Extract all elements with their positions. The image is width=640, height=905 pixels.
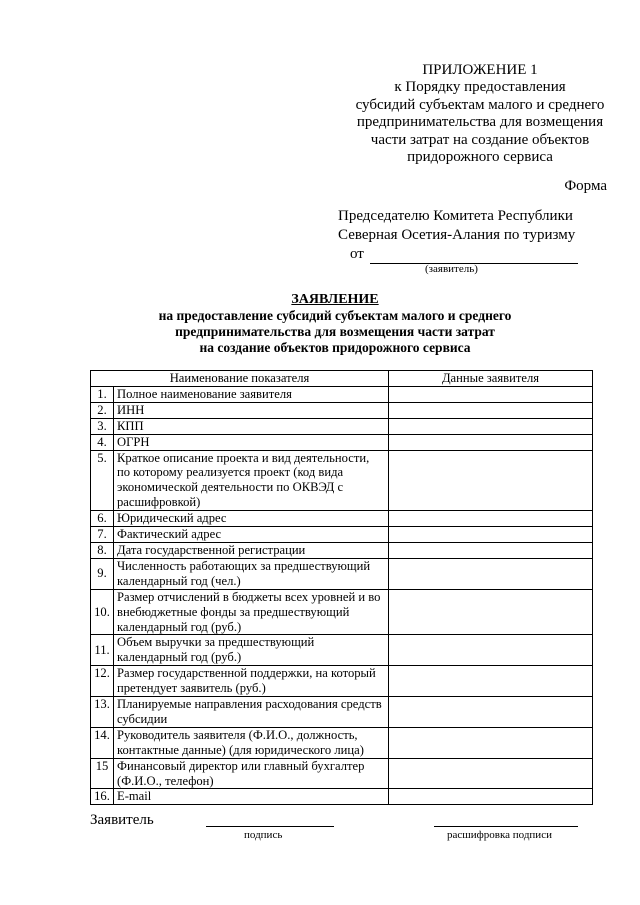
title-line: предпринимательства для возмещения части затрат [175,324,495,339]
title-line: на предоставление субсидий субъектам малого и среднего [158,308,512,323]
signature-field[interactable] [206,826,334,827]
row-indicator-name: ИНН [114,402,389,418]
from-line [338,245,618,264]
table-header-row [91,371,593,387]
row-indicator-name: Финансовый директор или главный бухгалтер (Ф.И.О., телефон) [114,758,389,789]
row-number: 8. [91,542,114,558]
col-header-name: Наименование показателя [91,371,389,387]
table-row [91,758,593,789]
table-row [91,697,593,728]
table-row [91,418,593,434]
row-indicator-name: Планируемые направления расходования средств субсидии [114,697,389,728]
addressee-line: Северная Осетия-Алания по туризму [338,227,576,243]
row-indicator-name: Полное наименование заявителя [114,386,389,402]
appendix-line: субсидий субъектам малого и среднего [355,96,605,113]
row-applicant-value[interactable] [389,527,593,543]
row-applicant-value[interactable] [389,758,593,789]
row-number: 5. [91,450,114,511]
row-number: 12. [91,666,114,697]
row-number: 1. [91,386,114,402]
application-table [90,370,593,805]
table-row [91,434,593,450]
table-row [91,511,593,527]
row-number: 3. [91,418,114,434]
table-row [91,727,593,758]
signature-caption: подпись [244,829,283,841]
title-heading: ЗАЯВЛЕНИЕ [291,292,379,307]
col-header-value: Данные заявителя [389,371,593,387]
appendix-line: к Порядку предоставления [394,79,566,96]
signature-decode-caption: расшифровка подписи [447,829,552,841]
row-number: 7. [91,527,114,543]
table-row [91,666,593,697]
row-applicant-value[interactable] [389,558,593,589]
row-applicant-value[interactable] [389,666,593,697]
row-number: 13. [91,697,114,728]
signature-label: Заявитель [90,812,154,828]
row-applicant-value[interactable] [389,418,593,434]
form-label: Форма [564,178,607,194]
row-number: 15 [91,758,114,789]
row-applicant-value[interactable] [389,697,593,728]
row-number: 9. [91,558,114,589]
row-indicator-name: Юридический адрес [114,511,389,527]
row-number: 11. [91,635,114,666]
row-indicator-name: Фактический адрес [114,527,389,543]
row-indicator-name: Объем выручки за предшествующий календарный год (руб.) [114,635,389,666]
row-applicant-value[interactable] [389,511,593,527]
table-row [91,450,593,511]
appendix-number: ПРИЛОЖЕНИЕ 1 [422,62,538,78]
signature-decode-field[interactable] [434,826,578,827]
row-indicator-name: ОГРН [114,434,389,450]
appendix-line: части затрат на создание объектов [370,131,590,148]
row-indicator-name: Размер отчислений в бюджеты всех уровней и во внебюджетные фонды за предшествующий календарный год (руб.) [114,589,389,635]
from-label: от [350,246,364,262]
table-row [91,789,593,805]
appendix-line: придорожного сервиса [407,149,553,166]
addressee-block [338,207,618,264]
row-applicant-value[interactable] [389,542,593,558]
row-applicant-value[interactable] [389,635,593,666]
table-row [91,527,593,543]
appendix-line: предпринимательства для возмещения [356,114,604,131]
document-title [60,292,610,356]
table-row [91,402,593,418]
applicant-hint: (заявитель) [425,263,478,275]
row-number: 2. [91,402,114,418]
row-applicant-value[interactable] [389,450,593,511]
row-number: 4. [91,434,114,450]
table-row [91,386,593,402]
row-indicator-name: E-mail [114,789,389,805]
row-applicant-value[interactable] [389,386,593,402]
title-line: на создание объектов придорожного сервиса [199,340,471,355]
appendix-header [330,62,630,166]
table-row [91,542,593,558]
row-number: 14. [91,727,114,758]
row-indicator-name: Краткое описание проекта и вид деятельности, по которому реализуется проект (код вида экономической деятельности по ОКВЭД с расшифровкой) [114,450,389,511]
table-row [91,558,593,589]
row-applicant-value[interactable] [389,589,593,635]
row-indicator-name: Размер государственной поддержки, на который претендует заявитель (руб.) [114,666,389,697]
row-indicator-name: Руководитель заявителя (Ф.И.О., должность, контактные данные) (для юридического лица) [114,727,389,758]
row-indicator-name: Численность работающих за предшествующий календарный год (чел.) [114,558,389,589]
row-number: 6. [91,511,114,527]
row-number: 16. [91,789,114,805]
row-indicator-name: Дата государственной регистрации [114,542,389,558]
row-applicant-value[interactable] [389,727,593,758]
table-row [91,635,593,666]
table-row [91,589,593,635]
row-indicator-name: КПП [114,418,389,434]
addressee-line: Председателю Комитета Республики [338,208,573,224]
row-applicant-value[interactable] [389,789,593,805]
row-applicant-value[interactable] [389,402,593,418]
applicant-field[interactable] [370,249,578,264]
row-applicant-value[interactable] [389,434,593,450]
row-number: 10. [91,589,114,635]
